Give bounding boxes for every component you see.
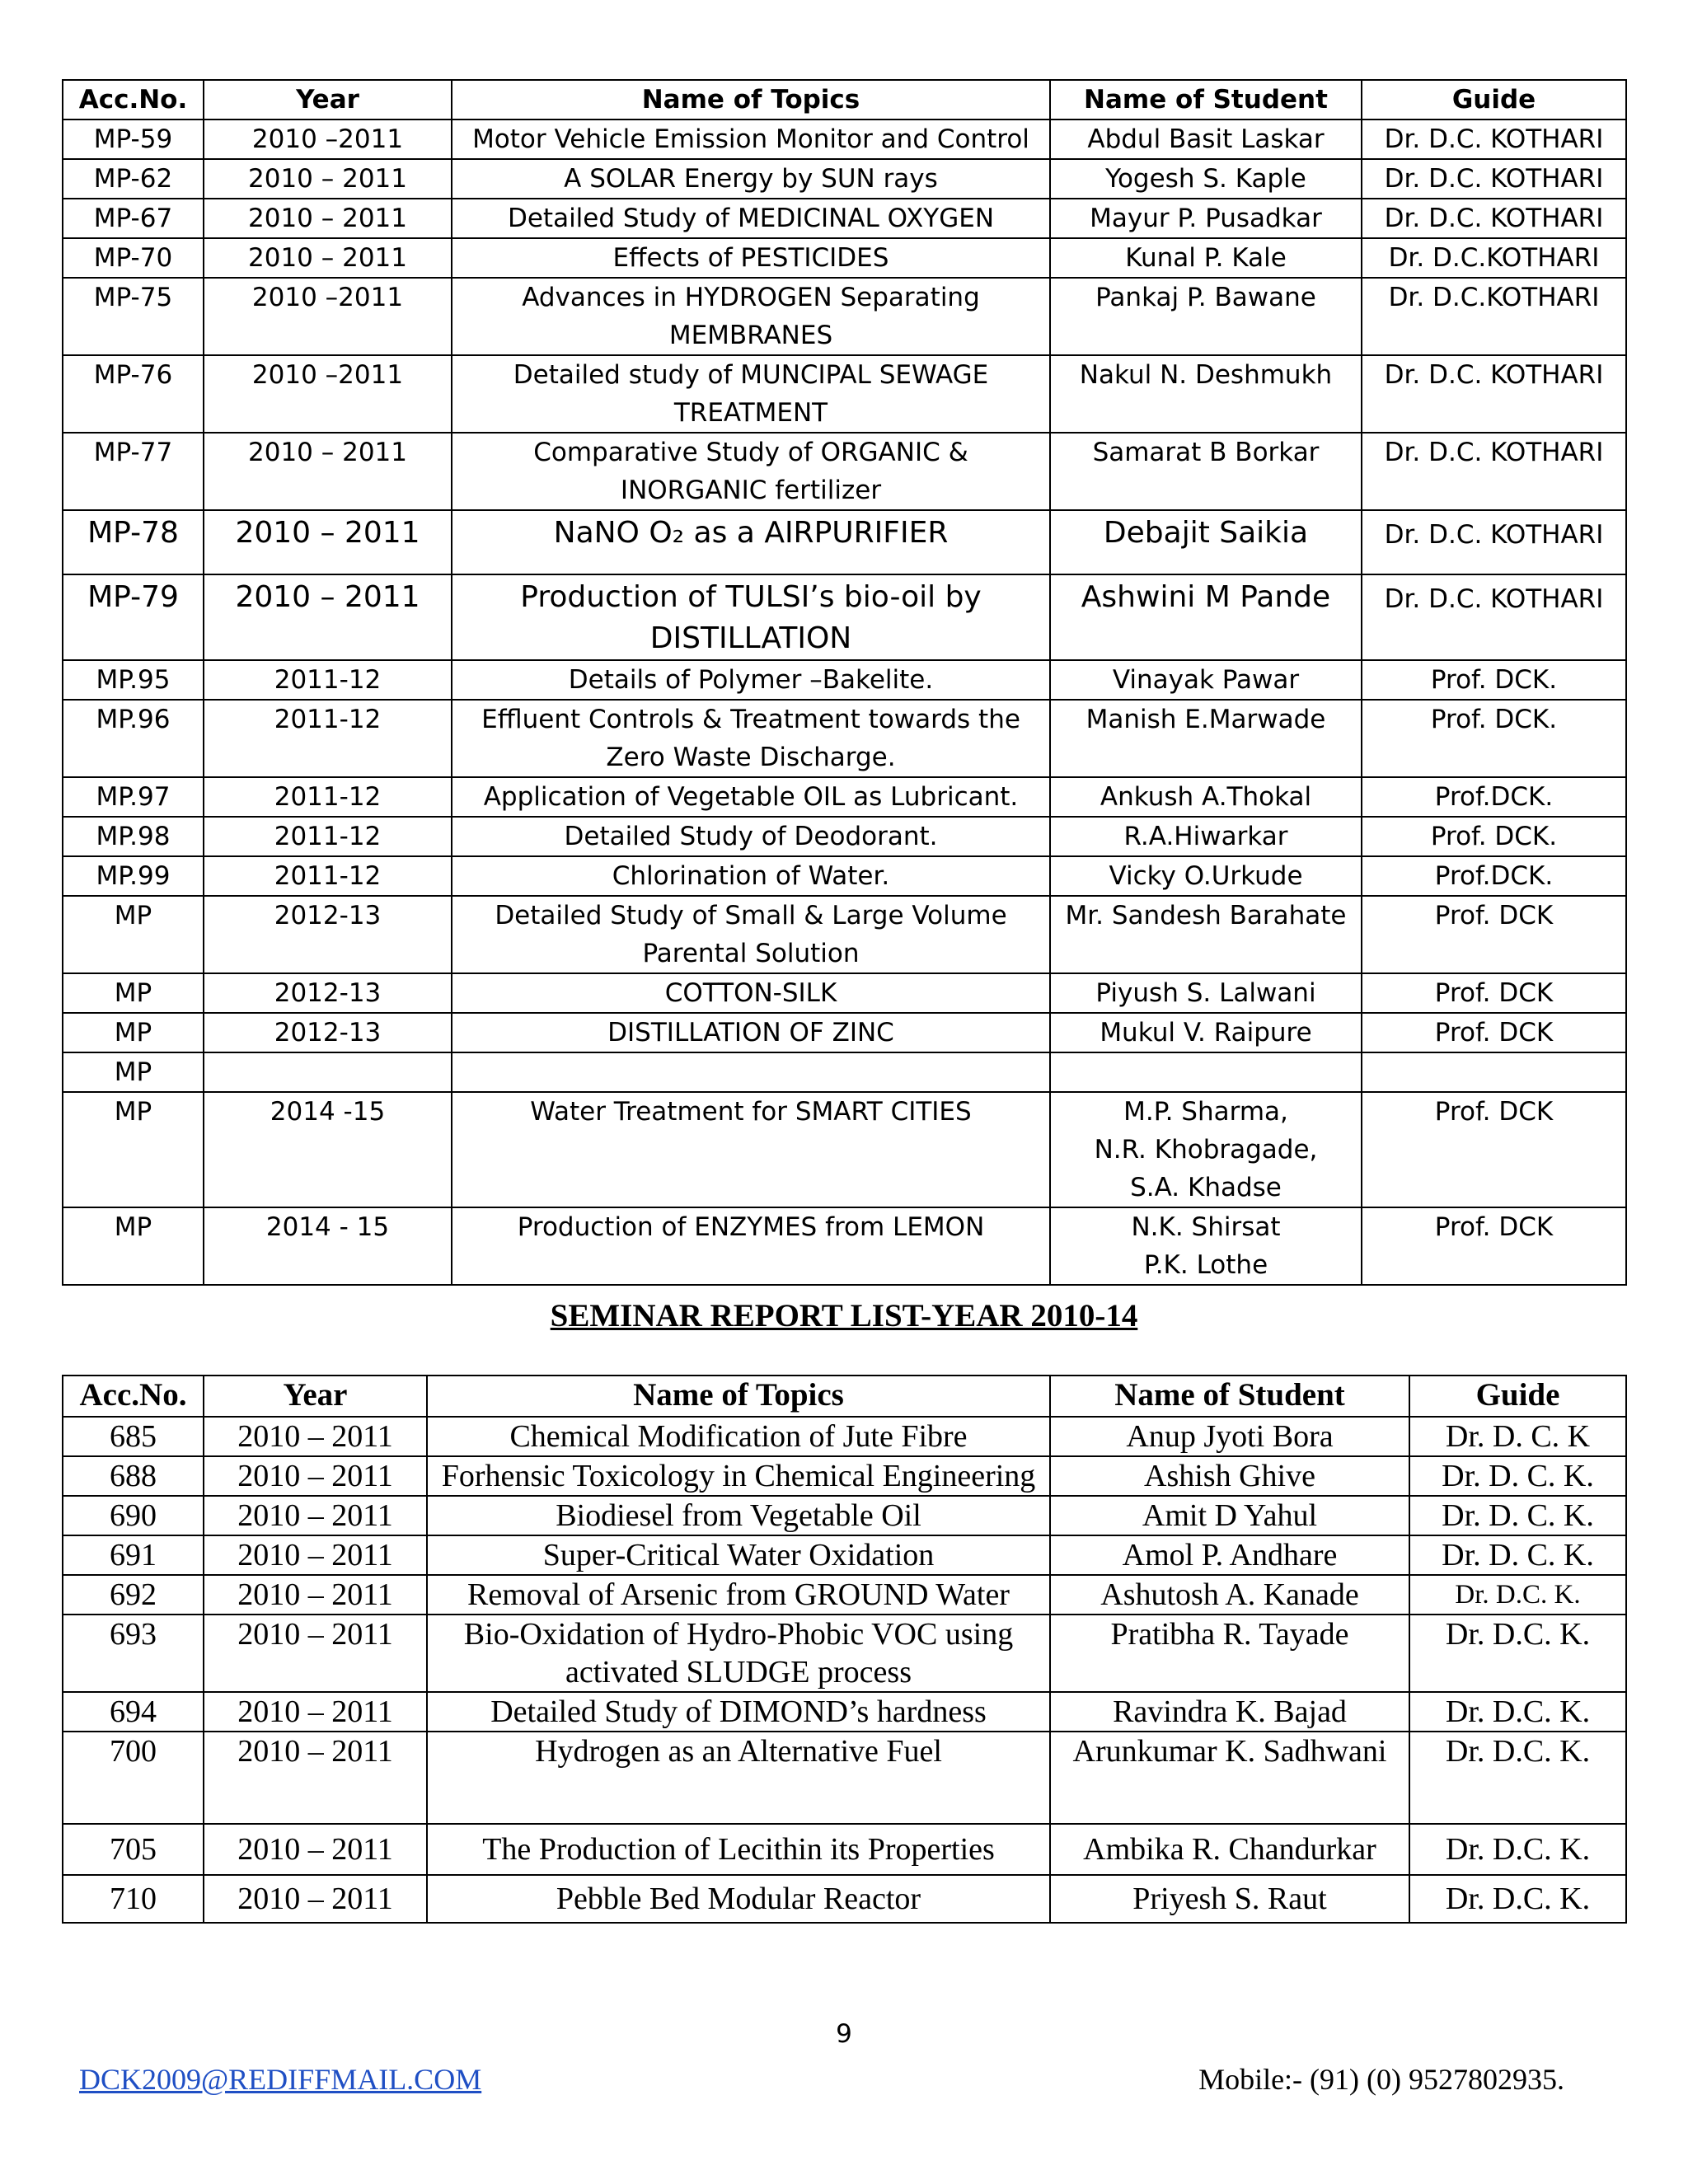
cell-year: 2010 – 2011 <box>204 159 452 199</box>
cell-acc-no: MP-70 <box>63 238 204 278</box>
header-acc-no: Acc.No. <box>63 1376 204 1417</box>
cell-guide: Dr. D.C. KOTHARI <box>1362 433 1626 510</box>
cell-guide: Dr. D.C. K. <box>1409 1824 1626 1875</box>
header-student: Name of Student <box>1050 80 1362 120</box>
cell-guide: Prof. DCK. <box>1362 660 1626 700</box>
cell-student: Vicky O.Urkude <box>1050 856 1362 896</box>
header-year: Year <box>204 1376 427 1417</box>
table-row <box>63 660 1626 700</box>
cell-guide: Dr. D.C.KOTHARI <box>1362 278 1626 355</box>
table-row <box>63 120 1626 159</box>
cell-acc-no: 690 <box>63 1496 204 1535</box>
cell-topic: Removal of Arsenic from GROUND Water <box>427 1575 1050 1615</box>
cell-guide: Prof. DCK <box>1362 973 1626 1013</box>
cell-topic: A SOLAR Energy by SUN rays <box>452 159 1050 199</box>
cell-topic: COTTON-SILK <box>452 973 1050 1013</box>
table-row <box>63 1824 1626 1875</box>
cell-acc-no: MP <box>63 1207 204 1285</box>
cell-year: 2014 - 15 <box>204 1207 452 1285</box>
mobile-number: Mobile:- (91) (0) 9527802935. <box>1198 2063 1564 2096</box>
table-row <box>63 238 1626 278</box>
table-row <box>63 973 1626 1013</box>
table-row <box>63 1207 1626 1285</box>
table-row <box>63 1732 1626 1824</box>
cell-acc-no: MP-62 <box>63 159 204 199</box>
cell-acc-no: MP.95 <box>63 660 204 700</box>
table-row <box>63 1456 1626 1496</box>
cell-topic: Detailed Study of DIMOND’s hardness <box>427 1692 1050 1732</box>
cell-acc-no: MP-59 <box>63 120 204 159</box>
cell-student: Mukul V. Raipure <box>1050 1013 1362 1052</box>
cell-student: Ashwini M Pande <box>1050 574 1362 660</box>
cell-topic: Chemical Modification of Jute Fibre <box>427 1417 1050 1456</box>
cell-guide: Prof. DCK. <box>1362 817 1626 856</box>
cell-guide: Dr. D.C. KOTHARI <box>1362 120 1626 159</box>
cell-student: Amit D Yahul <box>1050 1496 1409 1535</box>
cell-acc-no: 685 <box>63 1417 204 1456</box>
cell-year: 2010 – 2011 <box>204 433 452 510</box>
cell-topic: DISTILLATION OF ZINC <box>452 1013 1050 1052</box>
cell-acc-no: 710 <box>63 1875 204 1923</box>
table-row <box>63 510 1626 574</box>
cell-year: 2010 – 2011 <box>204 1615 427 1692</box>
table-row <box>63 159 1626 199</box>
cell-topic: Effluent Controls & Treatment towards the Zero Waste Discharge. <box>452 700 1050 777</box>
cell-year: 2011-12 <box>204 660 452 700</box>
cell-guide: Dr. D.C. KOTHARI <box>1362 510 1626 574</box>
cell-topic: Comparative Study of ORGANIC & INORGANIC fertilizer <box>452 433 1050 510</box>
cell-year: 2010 –2011 <box>204 278 452 355</box>
cell-student: Abdul Basit Laskar <box>1050 120 1362 159</box>
cell-guide: Prof.DCK. <box>1362 777 1626 817</box>
cell-student: Piyush S. Lalwani <box>1050 973 1362 1013</box>
cell-year: 2010 – 2011 <box>204 1575 427 1615</box>
cell-year: 2010 – 2011 <box>204 1417 427 1456</box>
cell-acc-no: MP-76 <box>63 355 204 433</box>
cell-topic: Details of Polymer –Bakelite. <box>452 660 1050 700</box>
table-row <box>63 1535 1626 1575</box>
table-row <box>63 896 1626 973</box>
header-student: Name of Student <box>1050 1376 1409 1417</box>
cell-year: 2011-12 <box>204 856 452 896</box>
cell-student: Pratibha R. Tayade <box>1050 1615 1409 1692</box>
cell-year: 2012-13 <box>204 1013 452 1052</box>
cell-topic: Pebble Bed Modular Reactor <box>427 1875 1050 1923</box>
cell-guide: Dr. D. C. K. <box>1409 1456 1626 1496</box>
cell-year: 2014 -15 <box>204 1092 452 1207</box>
cell-acc-no: 692 <box>63 1575 204 1615</box>
table-row <box>63 574 1626 660</box>
cell-topic: Chlorination of Water. <box>452 856 1050 896</box>
cell-guide: Prof. DCK <box>1362 1013 1626 1052</box>
cell-student: N.K. Shirsat P.K. Lothe <box>1050 1207 1362 1285</box>
cell-student: Nakul N. Deshmukh <box>1050 355 1362 433</box>
cell-topic: Detailed study of MUNCIPAL SEWAGE TREATMENT <box>452 355 1050 433</box>
cell-year: 2011-12 <box>204 817 452 856</box>
table-row <box>63 856 1626 896</box>
header-guide: Guide <box>1409 1376 1626 1417</box>
table-row <box>63 1052 1626 1092</box>
cell-year: 2010 – 2011 <box>204 1456 427 1496</box>
cell-topic: Production of ENZYMES from LEMON <box>452 1207 1050 1285</box>
cell-year: 2010 – 2011 <box>204 574 452 660</box>
cell-acc-no: MP-79 <box>63 574 204 660</box>
cell-year: 2010 – 2011 <box>204 510 452 574</box>
cell-student: Samarat B Borkar <box>1050 433 1362 510</box>
cell-topic: Hydrogen as an Alternative Fuel <box>427 1732 1050 1824</box>
table-row <box>63 1013 1626 1052</box>
table-header-row <box>63 1376 1626 1417</box>
cell-acc-no: MP.99 <box>63 856 204 896</box>
header-year: Year <box>204 80 452 120</box>
table-row <box>63 1575 1626 1615</box>
cell-guide: Prof. DCK <box>1362 1207 1626 1285</box>
cell-topic: Biodiesel from Vegetable Oil <box>427 1496 1050 1535</box>
cell-topic: Detailed Study of Deodorant. <box>452 817 1050 856</box>
cell-topic: Production of TULSI’s bio-oil by DISTILLATION <box>452 574 1050 660</box>
cell-guide: Dr. D.C. K. <box>1409 1615 1626 1692</box>
cell-acc-no: MP <box>63 1013 204 1052</box>
cell-year: 2010 – 2011 <box>204 238 452 278</box>
table-row <box>63 355 1626 433</box>
cell-topic: Water Treatment for SMART CITIES <box>452 1092 1050 1207</box>
cell-acc-no: MP-75 <box>63 278 204 355</box>
cell-topic: Forhensic Toxicology in Chemical Engineering <box>427 1456 1050 1496</box>
cell-acc-no: MP <box>63 973 204 1013</box>
seminar-heading: SEMINAR REPORT LIST-YEAR 2010-14 <box>550 1298 1138 1333</box>
cell-guide: Dr. D.C. K. <box>1409 1875 1626 1923</box>
cell-acc-no: MP-77 <box>63 433 204 510</box>
cell-acc-no: MP.97 <box>63 777 204 817</box>
cell-year: 2010 – 2011 <box>204 1824 427 1875</box>
header-guide: Guide <box>1362 80 1626 120</box>
cell-year: 2010 –2011 <box>204 120 452 159</box>
cell-guide: Dr. D.C. K. <box>1409 1732 1626 1824</box>
project-list-table <box>62 79 1627 1286</box>
table-row <box>63 817 1626 856</box>
cell-acc-no: MP-67 <box>63 199 204 238</box>
cell-year: 2012-13 <box>204 973 452 1013</box>
table-header-row <box>63 80 1626 120</box>
cell-student <box>1050 1052 1362 1092</box>
cell-acc-no: 694 <box>63 1692 204 1732</box>
cell-acc-no: MP.98 <box>63 817 204 856</box>
cell-acc-no: 693 <box>63 1615 204 1692</box>
cell-student: Ashish Ghive <box>1050 1456 1409 1496</box>
cell-student: Vinayak Pawar <box>1050 660 1362 700</box>
seminar-list-table <box>62 1375 1627 1924</box>
cell-student: Anup Jyoti Bora <box>1050 1417 1409 1456</box>
cell-year: 2010 – 2011 <box>204 1692 427 1732</box>
cell-guide: Dr. D.C. KOTHARI <box>1362 199 1626 238</box>
cell-year: 2010 – 2011 <box>204 1732 427 1824</box>
table-row <box>63 700 1626 777</box>
cell-year: 2010 – 2011 <box>204 199 452 238</box>
cell-acc-no: MP.96 <box>63 700 204 777</box>
table-row <box>63 1092 1626 1207</box>
cell-topic <box>452 1052 1050 1092</box>
cell-guide: Dr. D.C. K. <box>1409 1575 1626 1615</box>
cell-guide: Dr. D. C. K. <box>1409 1496 1626 1535</box>
cell-topic: Application of Vegetable OIL as Lubricant. <box>452 777 1050 817</box>
cell-year: 2010 – 2011 <box>204 1496 427 1535</box>
cell-guide: Dr. D.C. KOTHARI <box>1362 159 1626 199</box>
cell-student: Mr. Sandesh Barahate <box>1050 896 1362 973</box>
cell-guide: Dr. D.C.KOTHARI <box>1362 238 1626 278</box>
cell-year: 2012-13 <box>204 896 452 973</box>
table-row <box>63 278 1626 355</box>
cell-year <box>204 1052 452 1092</box>
email-link[interactable]: DCK2009@REDIFFMAIL.COM <box>79 2063 482 2096</box>
cell-student: Manish E.Marwade <box>1050 700 1362 777</box>
cell-student: Ambika R. Chandurkar <box>1050 1824 1409 1875</box>
cell-acc-no: MP-78 <box>63 510 204 574</box>
cell-student: M.P. Sharma, N.R. Khobragade, S.A. Khadse <box>1050 1092 1362 1207</box>
page-number: 9 <box>836 2019 852 2049</box>
cell-topic: The Production of Lecithin its Properties <box>427 1824 1050 1875</box>
cell-topic: Motor Vehicle Emission Monitor and Control <box>452 120 1050 159</box>
table-row <box>63 1875 1626 1923</box>
cell-guide <box>1362 1052 1626 1092</box>
cell-year: 2010 – 2011 <box>204 1875 427 1923</box>
cell-year: 2011-12 <box>204 700 452 777</box>
cell-guide: Prof. DCK. <box>1362 700 1626 777</box>
cell-student: Amol P. Andhare <box>1050 1535 1409 1575</box>
cell-guide: Dr. D.C. KOTHARI <box>1362 355 1626 433</box>
cell-guide: Dr. D. C. K <box>1409 1417 1626 1456</box>
table-row <box>63 1692 1626 1732</box>
table-row <box>63 1615 1626 1692</box>
cell-acc-no: MP <box>63 896 204 973</box>
cell-student: Debajit Saikia <box>1050 510 1362 574</box>
table-row <box>63 1496 1626 1535</box>
table-row <box>63 777 1626 817</box>
cell-guide: Dr. D. C. K. <box>1409 1535 1626 1575</box>
cell-guide: Dr. D.C. K. <box>1409 1692 1626 1732</box>
cell-topic: Effects of PESTICIDES <box>452 238 1050 278</box>
cell-guide: Prof. DCK <box>1362 896 1626 973</box>
cell-acc-no: 705 <box>63 1824 204 1875</box>
cell-topic: Bio-Oxidation of Hydro-Phobic VOC using activated SLUDGE process <box>427 1615 1050 1692</box>
cell-topic: Detailed Study of MEDICINAL OXYGEN <box>452 199 1050 238</box>
cell-topic: Advances in HYDROGEN Separating MEMBRANES <box>452 278 1050 355</box>
cell-student: R.A.Hiwarkar <box>1050 817 1362 856</box>
cell-guide: Prof.DCK. <box>1362 856 1626 896</box>
cell-year: 2010 –2011 <box>204 355 452 433</box>
cell-year: 2010 – 2011 <box>204 1535 427 1575</box>
cell-acc-no: MP <box>63 1052 204 1092</box>
cell-student: Priyesh S. Raut <box>1050 1875 1409 1923</box>
cell-acc-no: MP <box>63 1092 204 1207</box>
cell-student: Pankaj P. Bawane <box>1050 278 1362 355</box>
cell-topic: NaNO O₂ as a AIRPURIFIER <box>452 510 1050 574</box>
table-row <box>63 433 1626 510</box>
cell-topic: Super-Critical Water Oxidation <box>427 1535 1050 1575</box>
cell-student: Ankush A.Thokal <box>1050 777 1362 817</box>
table-row <box>63 199 1626 238</box>
header-topic: Name of Topics <box>452 80 1050 120</box>
cell-student: Arunkumar K. Sadhwani <box>1050 1732 1409 1824</box>
cell-student: Yogesh S. Kaple <box>1050 159 1362 199</box>
cell-acc-no: 700 <box>63 1732 204 1824</box>
cell-topic: Detailed Study of Small & Large Volume Parental Solution <box>452 896 1050 973</box>
cell-acc-no: 691 <box>63 1535 204 1575</box>
cell-guide: Prof. DCK <box>1362 1092 1626 1207</box>
cell-acc-no: 688 <box>63 1456 204 1496</box>
cell-student: Ashutosh A. Kanade <box>1050 1575 1409 1615</box>
header-acc-no: Acc.No. <box>63 80 204 120</box>
cell-year: 2011-12 <box>204 777 452 817</box>
cell-student: Mayur P. Pusadkar <box>1050 199 1362 238</box>
header-topic: Name of Topics <box>427 1376 1050 1417</box>
cell-student: Kunal P. Kale <box>1050 238 1362 278</box>
cell-student: Ravindra K. Bajad <box>1050 1692 1409 1732</box>
cell-guide: Dr. D.C. KOTHARI <box>1362 574 1626 660</box>
table-row <box>63 1417 1626 1456</box>
